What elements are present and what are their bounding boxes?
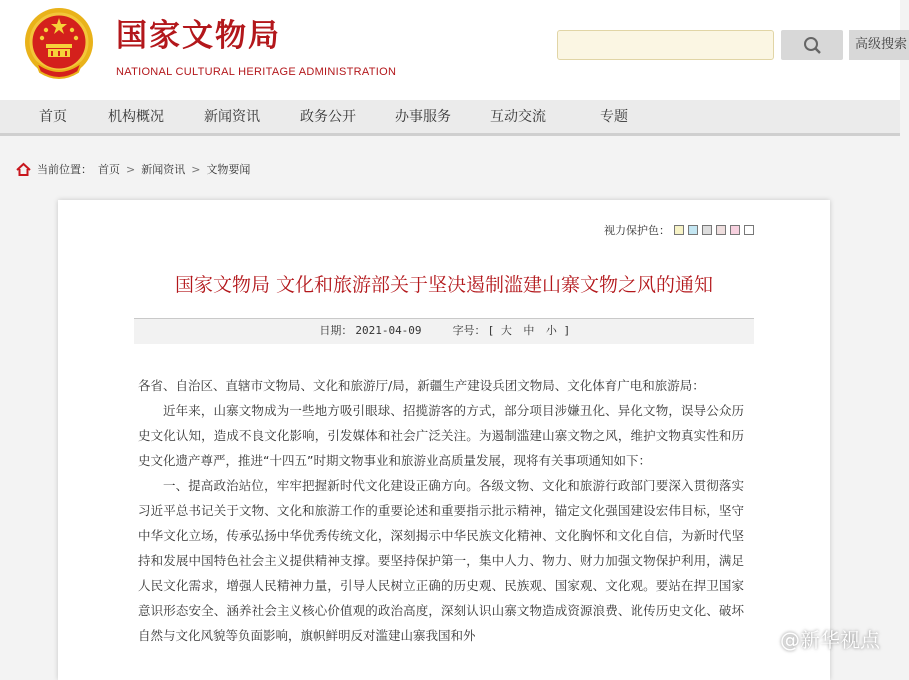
vision-label: 视力保护色： (604, 224, 670, 237)
article-paragraph: 一、提高政治站位，牢牢把握新时代文化建设正确方向。各级文物、文化和旅游行政部门要深入贯彻落实习近平总书记关于文物、文化和旅游工作的重要论述和重要指示批示精神，锚定文化强国建设宏伟目标，坚守中华文化立场，传承弘扬中华优秀传统文化，深刻揭示中华民族文化精神、文化胸怀和文化自信，为新时代坚持和发展中国特色社会主义提供精神支撑。要坚持保护第一，集中人力、物力、财力加强文物保护利用，满足人民文化需求，增强人民精神力量，引导人民树立正确的历史观、民族观、国家观、文化观。要站在捍卫国家意识形态安全、涵养社会主义核心价值观的政治高度，深刻认识山寨文物造成资源浪费、讹传历史文化、破坏自然与文化风貌等负面影响，旗帜鲜明反对滥建山寨我国和外 (138, 478, 744, 643)
swatch-blue[interactable] (688, 225, 698, 235)
swatch-gray[interactable] (702, 225, 712, 235)
font-size-small[interactable]: 小 (545, 324, 557, 337)
nav-item-about[interactable]: 机构概况 (108, 109, 164, 125)
watermark (740, 622, 880, 654)
site-title[interactable]: 国家文物局 (116, 18, 281, 54)
search-input[interactable] (557, 30, 774, 60)
breadcrumb-separator: > (191, 162, 201, 176)
breadcrumb-item-heritage-news[interactable]: 文物要闻 (206, 163, 251, 176)
date-label: 日期： (319, 324, 353, 337)
article-panel (58, 200, 830, 680)
font-size-medium[interactable]: 中 (523, 324, 535, 337)
article-date: 2021-04-09 (355, 324, 422, 337)
breadcrumb-prefix: 当前位置： (37, 163, 92, 176)
magnifier-icon (781, 30, 843, 60)
main-nav (0, 100, 900, 136)
swatch-yellow[interactable] (674, 225, 684, 235)
nav-item-news[interactable]: 新闻资讯 (204, 109, 260, 125)
swatch-pink[interactable] (730, 225, 740, 235)
font-size-bracket-open: [ (489, 324, 494, 337)
site-header (0, 0, 908, 100)
home-icon[interactable] (16, 163, 31, 176)
national-emblem-icon[interactable] (22, 6, 96, 82)
search-button[interactable] (781, 30, 843, 60)
article-salutation: 各省、自治区、直辖市文物局、文化和旅游厅/局，新疆生产建设兵团文物局、文化体育广电和旅游局： (138, 378, 705, 393)
breadcrumb-item-home[interactable]: 首页 (98, 163, 120, 176)
font-size-large[interactable]: 大 (500, 324, 512, 337)
article-meta (134, 318, 754, 344)
vision-protection-colors (604, 222, 754, 238)
swatch-white[interactable] (744, 225, 754, 235)
advanced-search-button[interactable]: 高级搜索 (849, 30, 909, 60)
nav-item-government-affairs[interactable]: 政务公开 (300, 109, 356, 125)
swatch-light-pink[interactable] (716, 225, 726, 235)
breadcrumb-separator: > (126, 162, 136, 176)
weibo-icon (740, 625, 774, 651)
nav-item-services[interactable]: 办事服务 (395, 109, 451, 125)
site-subtitle: NATIONAL CULTURAL HERITAGE ADMINISTRATION (116, 66, 397, 78)
nav-item-topics[interactable]: 专题 (600, 109, 628, 125)
breadcrumb-item-news[interactable]: 新闻资讯 (141, 163, 186, 176)
article-paragraph: 近年来，山寨文物成为一些地方吸引眼球、招揽游客的方式，部分项目涉嫌丑化、异化文物，误导公众历史文化认知，造成不良文化影响，引发媒体和社会广泛关注。为遏制滥建山寨文物之风，维护文物真实性和历史文化遗产尊严，推进“十四五”时期文物事业和旅游业高质量发展，现将有关事项通知如下： (138, 403, 744, 468)
article-title: 国家文物局 文化和旅游部关于坚决遏制滥建山寨文物之风的通知 (174, 274, 714, 296)
article-body (138, 373, 744, 648)
nav-item-interaction[interactable]: 互动交流 (490, 109, 546, 125)
nav-item-home[interactable]: 首页 (39, 109, 67, 125)
font-size-bracket-close: ] (564, 324, 569, 337)
font-size-label: 字号： (452, 324, 486, 337)
watermark-text: @新华视点 (780, 627, 880, 652)
breadcrumb (16, 160, 250, 178)
